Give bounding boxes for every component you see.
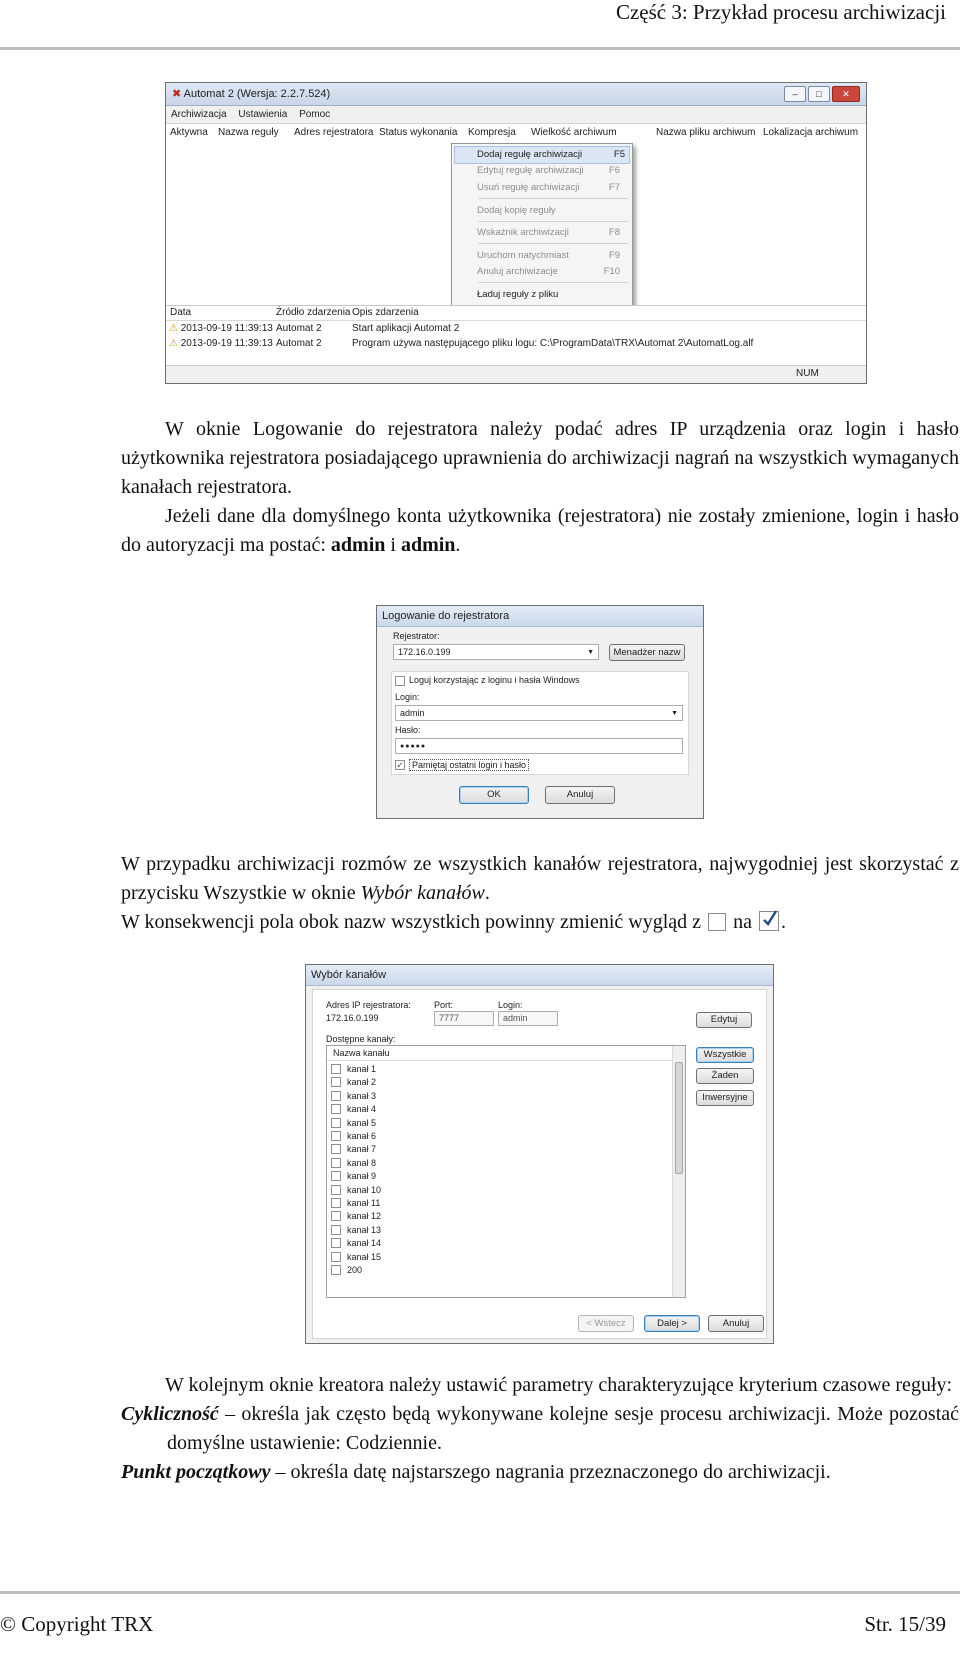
select-all-button[interactable]: Wszystkie — [696, 1047, 754, 1063]
remember-label: Pamiętaj ostatni login i hasło — [409, 759, 529, 771]
channel-name: 200 — [347, 1265, 363, 1275]
ok-button[interactable]: OK — [459, 786, 529, 804]
name-manager-button[interactable]: Menadżer nazw — [609, 644, 685, 661]
channel-name: kanał 9 — [347, 1171, 377, 1182]
footer-rule — [0, 1591, 960, 1594]
channel-name: kanał 15 — [347, 1251, 382, 1262]
ip-value: 172.16.0.199 — [326, 1013, 379, 1023]
cancel-button[interactable]: Anuluj — [708, 1315, 764, 1332]
channel-checkbox[interactable] — [331, 1185, 341, 1195]
channel-name: kanał 10 — [347, 1184, 382, 1195]
channel-checkbox[interactable] — [331, 1091, 341, 1101]
channel-checkbox[interactable] — [331, 1144, 341, 1154]
channel-name: kanał 14 — [347, 1238, 382, 1249]
password-input[interactable]: ●●●●● — [395, 738, 683, 754]
login-dialog-title: Logowanie do rejestratora — [377, 606, 703, 627]
paragraph-wizard-intro: W kolejnym oknie kreatora należy ustawić parametry charakteryzujące kryterium czasowe reguły: — [165, 1374, 953, 1396]
windows-login-label: Loguj korzystając z loginu i hasła Windows — [409, 675, 580, 685]
channel-name: kanał 11 — [347, 1198, 381, 1208]
recorder-select[interactable] — [393, 644, 599, 660]
automat-window-screenshot — [165, 82, 867, 384]
copyright: © Copyright TRX — [0, 1612, 154, 1636]
status-bar — [166, 365, 866, 384]
menu-separator — [478, 282, 628, 283]
menu-archiwizacja[interactable]: Archiwizacja — [171, 109, 227, 120]
channel-checkbox[interactable] — [331, 1198, 341, 1208]
channel-list-scrollbar[interactable] — [672, 1046, 685, 1297]
event-log — [166, 305, 866, 366]
col-wielkosc-archiwum[interactable]: Wielkość archiwum — [531, 127, 617, 138]
menu-ustawienia[interactable]: Ustawienia — [238, 109, 288, 120]
channel-name: kanał 12 — [347, 1211, 382, 1222]
status-num: NUM — [796, 368, 819, 379]
password-label: Hasło: — [395, 725, 421, 735]
menu-item-run-now[interactable]: Uruchom natychmiast F9 — [477, 250, 620, 261]
app-logo-icon: ✖ — [172, 88, 182, 100]
channel-name: kanał 6 — [347, 1131, 377, 1141]
col-nazwa-pliku[interactable]: Nazwa pliku archiwum — [656, 127, 756, 138]
definition-start-point: Punkt początkowy – określa datę najstarszego nagrania przeznaczonego do archiwizacji. — [121, 1461, 831, 1483]
col-nazwa-reguly[interactable]: Nazwa reguły — [218, 127, 279, 138]
cancel-button[interactable]: Anuluj — [545, 786, 615, 804]
port-field[interactable]: 7777 — [434, 1011, 494, 1026]
header-rule — [0, 47, 960, 50]
menu-item-cancel-archiving[interactable]: Anuluj archiwizacje F10 — [477, 266, 620, 277]
channel-name: kanał 1 — [347, 1064, 377, 1074]
available-channels-label: Dostępne kanały: — [326, 1034, 396, 1044]
channel-name: kanał 2 — [347, 1077, 377, 1088]
ip-label: Adres IP rejestratora: — [326, 1000, 411, 1010]
windows-login-checkbox[interactable] — [395, 676, 405, 686]
login-label: Login: — [498, 1000, 523, 1010]
log-row[interactable] — [169, 323, 273, 334]
login-dialog-screenshot — [376, 605, 704, 819]
log-column-header — [166, 306, 866, 321]
menu-item-add-rule[interactable]: Dodaj regułę archiwizacji F5 — [454, 146, 630, 164]
warning-icon: ⚠ — [169, 323, 178, 334]
menu-separator — [478, 221, 628, 222]
col-kompresja[interactable]: Kompresja — [468, 127, 516, 138]
page-number: Str. 15/39 — [864, 1612, 946, 1636]
menu-item-edit-rule[interactable]: Edytuj regułę archiwizacji F6 — [477, 165, 620, 176]
recorder-label: Rejestrator: — [393, 631, 440, 641]
log-col-description[interactable]: Opis zdarzenia — [352, 307, 419, 318]
channel-checkbox[interactable] — [331, 1238, 341, 1248]
channel-checkbox[interactable] — [331, 1104, 341, 1114]
channel-dialog-screenshot — [305, 964, 774, 1344]
menu-bar — [166, 106, 866, 124]
log-col-source[interactable]: Źródło zdarzenia — [276, 307, 351, 318]
time-criteria-paragraph — [121, 1371, 959, 1487]
definition-cyclicity: Cykliczność – określa jak często będą wykonywane kolejne sesje procesu archiwizacji. Może pozostać domyślne ustawienie: Codziennie. — [121, 1403, 959, 1454]
next-button[interactable]: Dalej > — [644, 1315, 700, 1332]
chapter-header: Część 3: Przykład procesu archiwizacji — [615, 0, 946, 24]
menu-pomoc[interactable]: Pomoc — [299, 109, 331, 120]
menu-item-load-rules[interactable]: Ładuj reguły z pliku — [477, 289, 559, 300]
channel-name: kanał 8 — [347, 1157, 377, 1168]
login-label: Login: — [395, 692, 420, 702]
maximize-icon[interactable]: □ — [808, 86, 830, 102]
log-row[interactable] — [169, 338, 273, 349]
close-icon[interactable]: ✕ — [832, 86, 860, 102]
log-source: Automat 2 — [276, 323, 322, 334]
minimize-icon[interactable]: – — [784, 86, 806, 102]
intro-paragraph — [121, 415, 959, 560]
invert-selection-button[interactable]: Inwersyjne — [696, 1090, 754, 1106]
menu-item-delete-rule[interactable]: Usuń regułę archiwizacji F7 — [477, 182, 620, 193]
remember-checkbox[interactable]: ✓ — [396, 760, 404, 770]
channel-checkbox[interactable] — [331, 1118, 341, 1128]
channel-checkbox[interactable] — [331, 1252, 341, 1262]
login-value: admin — [400, 708, 425, 718]
channel-checkbox[interactable] — [331, 1225, 341, 1235]
edit-button[interactable]: Edytuj — [696, 1012, 752, 1028]
channel-list[interactable] — [326, 1045, 686, 1298]
log-date: 2013-09-19 11:39:13 — [180, 338, 273, 349]
paragraph-login-info: W oknie Logowanie do rejestratora należy podać adres IP urządzenia oraz login i hasło użytkownika rejestratora posiadającego uprawnienia do archiwizacji nagrań na wszystkich wymaganych kanałach rejestratora. — [121, 418, 959, 498]
channel-name: kanał 7 — [347, 1144, 377, 1155]
chevron-down-icon: ▼ — [587, 649, 594, 656]
menu-item-copy-rule[interactable]: Dodaj kopię reguły — [477, 205, 556, 216]
col-adres-rejestratora[interactable]: Adres rejestratora — [294, 127, 374, 138]
channel-checkbox[interactable] — [331, 1064, 341, 1074]
warning-icon: ⚠ — [169, 338, 178, 349]
checked-checkbox-icon — [759, 911, 779, 931]
back-button[interactable]: < Wstecz — [578, 1315, 634, 1332]
channel-checkbox[interactable] — [331, 1265, 341, 1275]
log-description: Start aplikacji Automat 2 — [352, 323, 460, 334]
log-description: Program używa następującego pliku logu: C:\ProgramData\TRX\Automat 2\AutomatLog.alf — [352, 338, 754, 349]
channel-checkbox[interactable] — [331, 1171, 341, 1181]
log-source: Automat 2 — [276, 338, 322, 349]
select-none-button[interactable]: Żaden — [696, 1068, 754, 1084]
channel-checkbox[interactable] — [331, 1211, 341, 1221]
channel-name: kanał 4 — [347, 1104, 377, 1115]
scrollbar-thumb[interactable] — [675, 1062, 683, 1174]
menu-separator — [478, 243, 628, 244]
window-titlebar — [166, 83, 866, 106]
channel-dialog-title: Wybór kanałów — [306, 965, 773, 986]
port-label: Port: — [434, 1000, 454, 1010]
channel-name: kanał 13 — [347, 1224, 382, 1235]
menu-item-indicator[interactable]: Wskaźnik archiwizacji F8 — [477, 227, 620, 238]
channel-name: kanał 5 — [347, 1117, 377, 1128]
paragraph-default-credentials: Jeżeli dane dla domyślnego konta użytkownika (rejestratora) nie zostały zmienione, login i hasło do autoryzacji ma postać: admin i admin. — [121, 505, 959, 556]
log-col-date[interactable]: Data — [170, 307, 192, 318]
channels-paragraph — [121, 850, 959, 937]
chevron-down-icon: ▼ — [671, 710, 678, 717]
col-aktywna[interactable]: Aktywna — [170, 127, 208, 138]
paragraph-all-button: W przypadku archiwizacji rozmów ze wszystkich kanałów rejestratora, najwygodniej jest skorzystać z przycisku Wszystkie w oknie Wybór kanałów. — [121, 853, 959, 904]
channel-checkbox[interactable] — [331, 1158, 341, 1168]
channel-checkbox[interactable] — [331, 1077, 341, 1087]
channel-list-header[interactable]: Nazwa kanału — [327, 1046, 673, 1061]
unchecked-checkbox-icon — [708, 913, 726, 931]
channel-name: kanał 3 — [347, 1090, 377, 1101]
col-lokalizacja[interactable]: Lokalizacja archiwum — [763, 127, 859, 138]
log-date: 2013-09-19 11:39:13 — [180, 323, 273, 334]
paragraph-checkbox-change: W konsekwencji pola obok nazw wszystkich powinny zmienić wygląd z na . — [121, 911, 786, 933]
login-select[interactable] — [395, 705, 683, 721]
login-field[interactable]: admin — [498, 1011, 558, 1026]
context-menu — [451, 143, 633, 325]
window-title: Automat 2 (Wersja: 2.2.7.524) — [183, 88, 331, 100]
channel-checkbox[interactable] — [331, 1131, 341, 1141]
menu-separator — [478, 198, 628, 199]
col-status-wykonania[interactable]: Status wykonania — [379, 127, 458, 138]
recorder-value: 172.16.0.199 — [398, 647, 451, 657]
